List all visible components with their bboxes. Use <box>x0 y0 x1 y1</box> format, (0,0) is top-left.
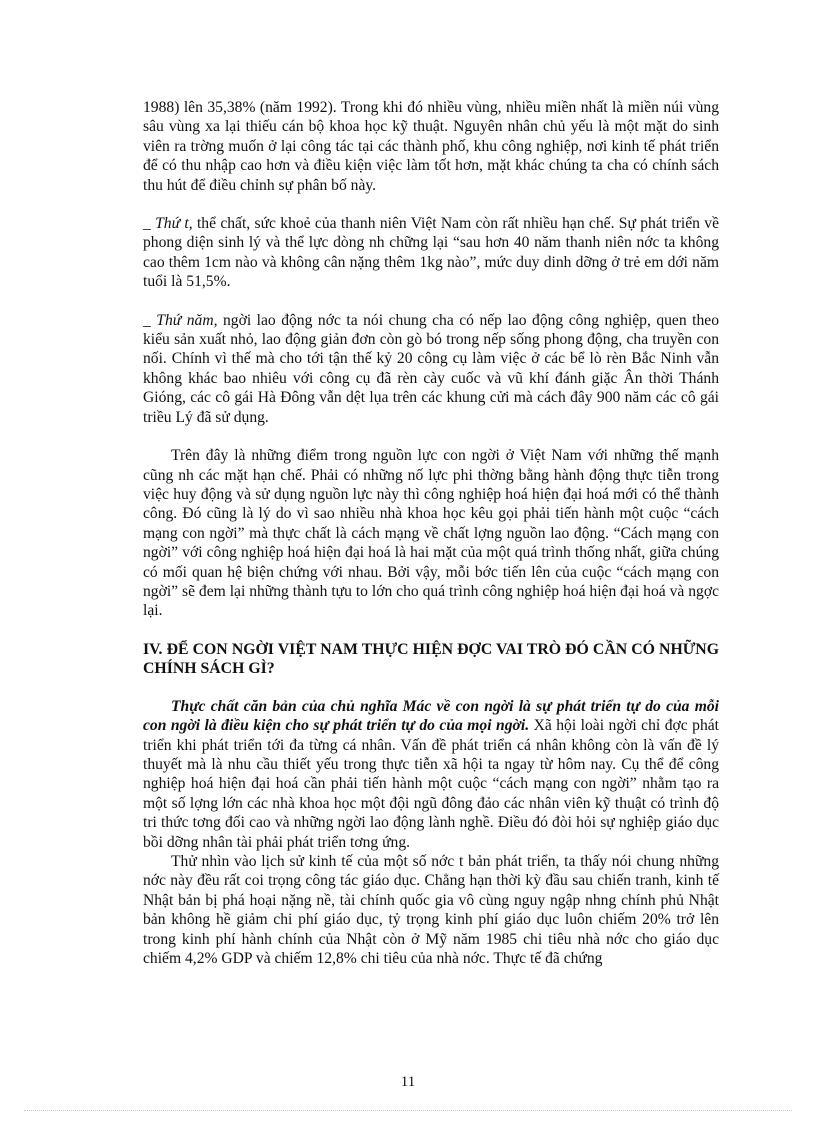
paragraph-2-text: , thể chất, sức khoẻ của thanh niên Việt Nam còn rất nhiều hạn chế. Sự phát triển về phong diện sinh lý và thể lực dòng nh chững lại “sau hơn 40 năm thanh niên nớc ta không cao thêm 1cm nào và không cân nặng thêm 1kg nào”, mức duy dinh dỡng ở trẻ em dới năm tuổi là 51,5%. <box>143 215 719 291</box>
paragraph-5-text: Xã hội loài ngời chỉ đợc phát triển khi phát triển tới đa từng cá nhân. Vấn đề phát triển cá nhân không còn là vấn đề lý thuyết mà là nhu cầu thiết yếu trong thực tiễn xã hội ta ngay từ hôm nay. Cụ thể để công nghiệp hoá hiện đại hoá cần phải tiến hành một cuộc “cách mạng con ngời” nhằm tạo ra một số lợng lớn các nhà khoa học một đội ngũ đông đảo các nhân viên kỹ thuật có trình độ tri thức tơng đối cao và những ngời lao động lành nghề. Điều đó đòi hỏi sự nghiệp giáo dục bồi dỡng nhân tài phải phát triển tơng ứng. <box>143 717 719 851</box>
page-body <box>143 98 719 968</box>
paragraph-3 <box>143 311 719 427</box>
page-bottom-border <box>24 1110 792 1111</box>
paragraph-4: Trên đây là những điểm trong nguồn lực con ngời ở Việt Nam với những thế mạnh cũng nh các mặt hạn chế. Phải có những nố lực phi thờng bằng hành động thực tiễn trong việc huy động và sử dụng nguồn lực này thì công nghiệp hoá hiện đại hoá mới có thể thành công. Đó cũng là lý do vì sao nhiều nhà khoa học kêu gọi phải tiến hành một cuộc “cách mạng con ngời” mà thực chất là cách mạng về chất lợng nguồn lao động. “Cách mạng con ngời” với công nghiệp hoá hiện đại hoá là hai mặt của một quá trình thống nhất, giữa chúng có mối quan hệ biện chứng với nhau. Bởi vậy, mỗi bớc tiến lên của cuộc “cách mạng con ngời” sẽ đem lại những thành tựu to lớn cho quá trình công nghiệp hoá hiện đại hoá và ngợc lại. <box>143 447 719 620</box>
paragraph-3-text: ngời lao động nớc ta nói chung cha có nếp lao động công nghiệp, quen theo kiểu sản xuất nhỏ, lao động giản đơn còn gò bó trong nếp sống phong động, cha truyền con nối. Chính vì thế mà cho tới tận thế kỷ 20 công cụ làm việc ở các bể lò rèn Bắc Ninh vẫn không khác bao nhiêu với công cụ đã rèn cày cuốc và vũ khí đánh giặc Ân thời Thánh Gióng, các cô gái Hà Đông vẫn dệt lụa trên các khung cửi mà cách đây 900 năm các cô gái triều Lý đã sử dụng. <box>143 311 719 426</box>
section-heading: IV. ĐỂ CON NGỜI VIỆT NAM THỰC HIỆN ĐỢC VAI TRÒ ĐÓ CẦN CÓ NHỮNG CHÍNH SÁCH GÌ? <box>143 640 719 677</box>
paragraph-1: 1988) lên 35,38% (năm 1992). Trong khi đó nhiều vùng, nhiều miền nhất là miền núi vùng sâu vùng xa lại thiếu cán bộ khoa học kỹ thuật. Nguyên nhân chủ yếu là một mặt do sinh viên ra trờng muốn ở lại công tác tại các thành phố, khu công nghiệp, nơi kinh tế phát triển để có thu nhập cao hơn và điều kiện việc làm tốt hơn, mặt khác chúng ta cha có chính sách thu hút để điều chỉnh sự phân bố này. <box>143 99 719 194</box>
paragraph-2-label: _ Thứ t <box>143 215 189 233</box>
paragraph-2 <box>143 214 719 292</box>
paragraph-5 <box>143 697 719 852</box>
paragraph-3-label: _ Thứ năm, <box>143 311 218 329</box>
page-number: 11 <box>400 1074 416 1090</box>
paragraph-6: Thử nhìn vào lịch sử kinh tế của một số nớc t bản phát triển, ta thấy nói chung những nớc này đều rất coi trọng công tác giáo dục. Chẳng hạn thời kỳ đầu sau chiến tranh, kinh tế Nhật bản bị phá hoại nặng nề, tài chính quốc gia vô cùng nguy ngập nhng chính phủ Nhật bản không hề giảm chi phí giáo dục, tỷ trọng kinh phí giáo dục luôn chiếm 20% trở lên trong kinh phí hành chính của Nhật còn ở Mỹ năm 1985 chi tiêu nhà nớc cho giáo dục chiếm 4,2% GDP và chiếm 12,8% chi tiêu của nhà nớc. Thực tế đã chứng <box>143 853 719 968</box>
paragraph-5-lead: Thực chất căn bản của chủ nghĩa Mác về con ngời là sự phát triển tự do của mỗi con ngời là điều kiện cho sự phát triển tự do của mọi ngời. <box>143 697 719 735</box>
